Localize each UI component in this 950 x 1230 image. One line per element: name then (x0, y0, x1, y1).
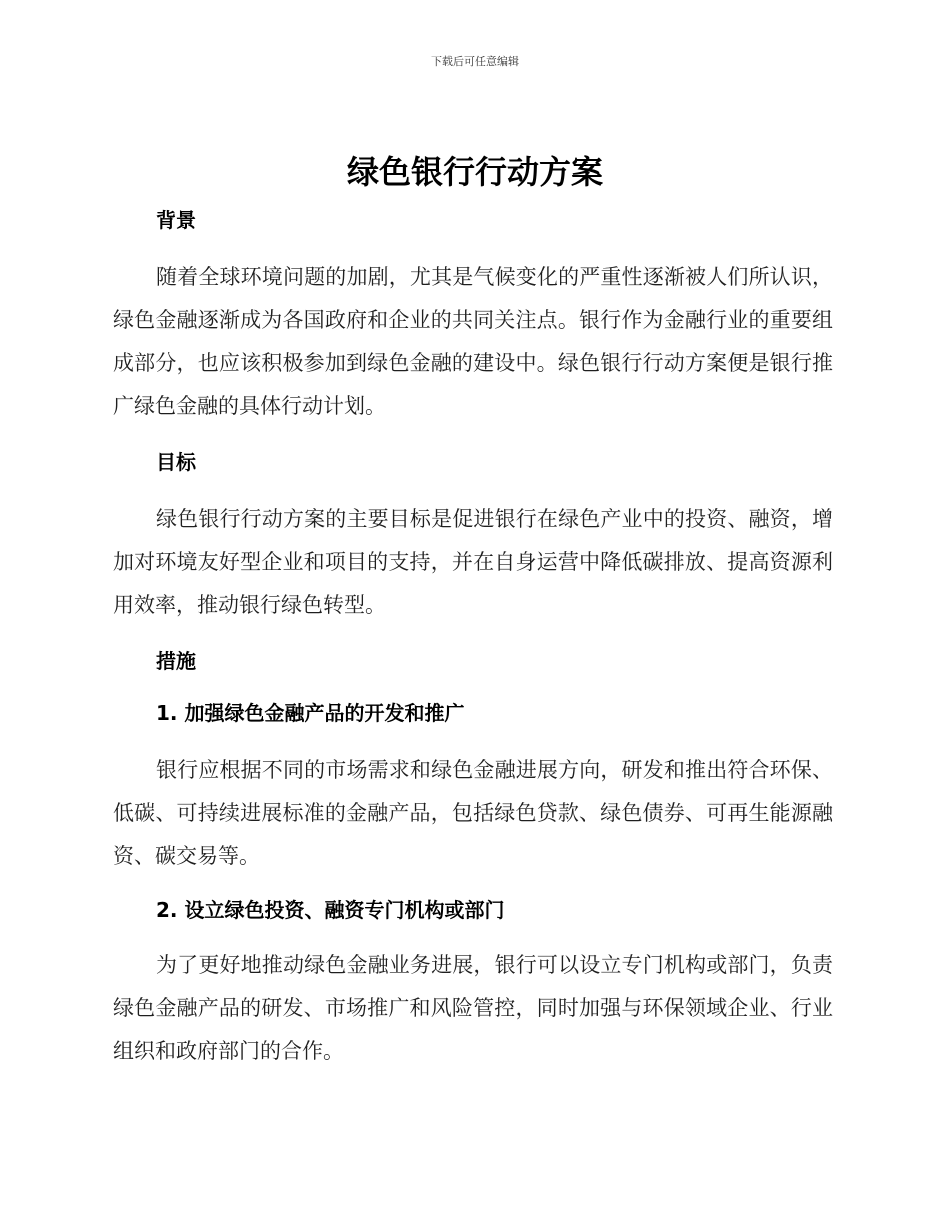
section-heading-measures: 措施 (156, 649, 196, 673)
measure-text-2: 为了更好地推动绿色金融业务进展，银行可以设立专门机构或部门，负责绿色金融产品的研发、市场推广和风险管控，同时加强与环保领域企业、行业组织和政府部门的合作。 (113, 953, 833, 1063)
section-text-background: 随着全球环境问题的加剧，尤其是气候变化的严重性逐渐被人们所认识，绿色金融逐渐成为各国政府和企业的共同关注点。银行作为金融行业的重要组成部分，也应该积极参加到绿色金融的建设中。绿色银行行动方案便是银行推广绿色金融的具体行动计划。 (113, 265, 833, 418)
page-header-note: 下载后可任意编辑 (431, 55, 519, 68)
document-body (113, 200, 833, 1073)
section-heading-background: 背景 (156, 208, 196, 232)
measure-text-1: 银行应根据不同的市场需求和绿色金融进展方向，研发和推出符合环保、低碳、可持续进展标准的金融产品，包括绿色贷款、绿色债券、可再生能源融资、碳交易等。 (113, 758, 833, 868)
section-heading-goal: 目标 (156, 450, 196, 474)
measure-heading-2: 2. 设立绿色投资、融资专门机构或部门 (156, 898, 505, 922)
section-text-goal: 绿色银行行动方案的主要目标是促进银行在绿色产业中的投资、融资，增加对环境友好型企业和项目的支持，并在自身运营中降低碳排放、提高资源利用效率，推动银行绿色转型。 (113, 507, 833, 617)
document-title: 绿色银行行动方案 (346, 153, 603, 191)
measure-heading-1: 1. 加强绿色金融产品的开发和推广 (156, 701, 465, 725)
